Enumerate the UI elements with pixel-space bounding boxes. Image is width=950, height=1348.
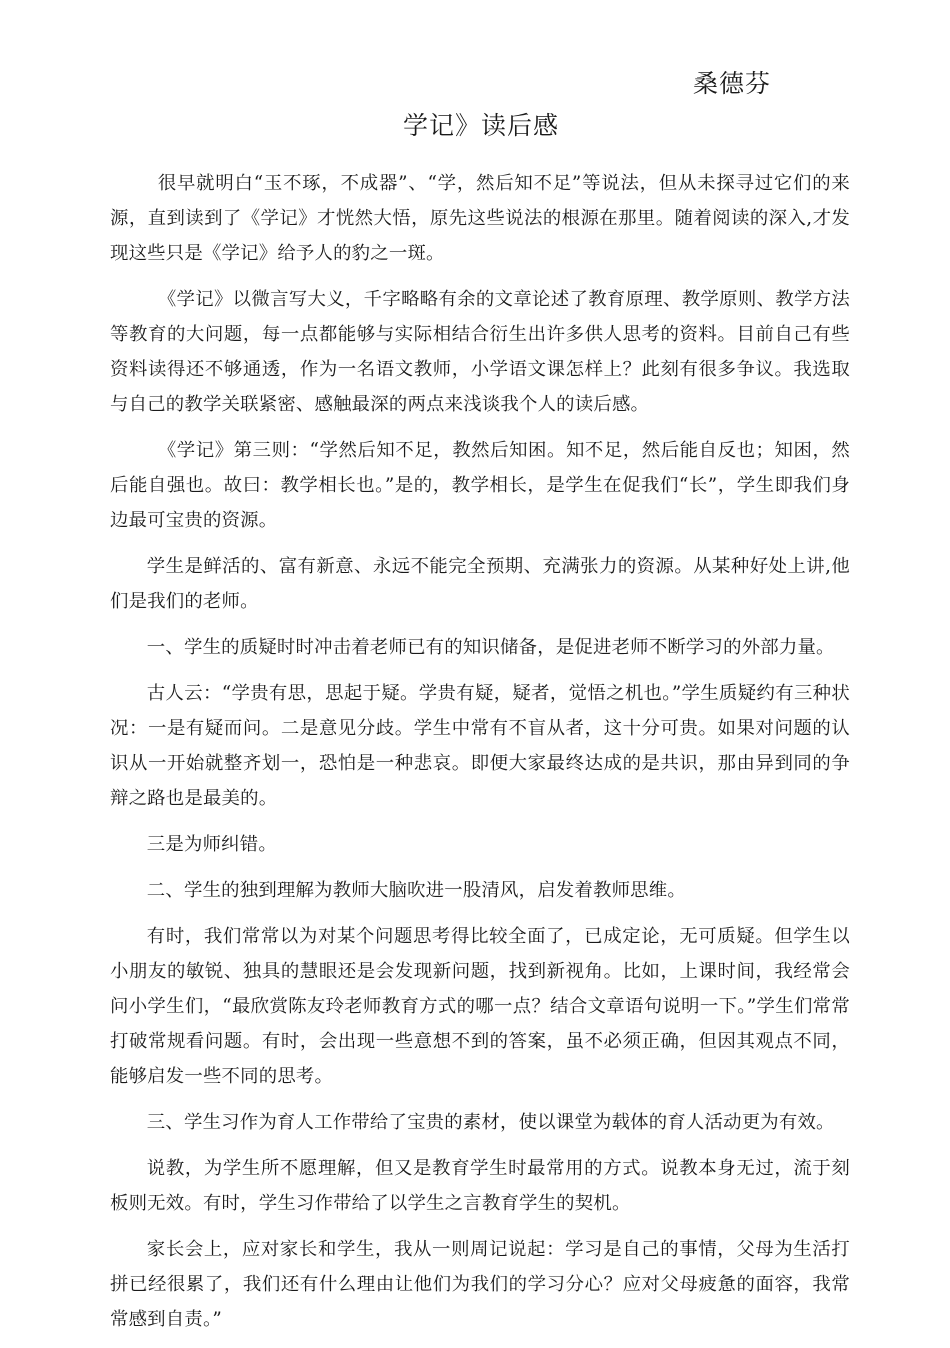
paragraph-9: 有时，我们常常以为对某个问题思考得比较全面了，已成定论，无可质疑。但学生以小朋友的敏锐、独具的慧眼还是会发现新问题，找到新视角。比如，上课时间，我经常会问小学生们，“最欣赏陈友玲老师教育方式的哪一点？结合文章语句说明一下。”学生们常常打破常规看问题。有时，会出现一些意想不到的答案，虽不必须正确，但因其观点不同，能够启发一些不同的思考。 [110, 926, 850, 1087]
paragraph-2: 《学记》以微言写大义，千字略略有余的文章论述了教育原理、教学原则、教学方法等教育的大问题，每一点都能够与实际相结合衍生出许多供人思考的资料。目前自己有些资料读得还不够通透，作为一名语文教师，小学语文课怎样上？此刻有很多争议。我选取与自己的教学关联紧密、感触最深的两点来浅谈我个人的读后感。 [110, 289, 850, 415]
paragraph-6: 古人云：“学贵有思，思起于疑。学贵有疑，疑者，觉悟之机也。”学生质疑约有三种状况：一是有疑而问。二是意见分歧。学生中常有不盲从者，这十分可贵。如果对问题的认识从一开始就整齐划一，恐怕是一种悲哀。即便大家最终达成的是共识，那由异到同的争辩之路也是最美的。 [110, 683, 850, 809]
paragraph-10: 三、学生习作为育人工作带给了宝贵的素材，使以课堂为载体的育人活动更为有效。 [146, 1112, 835, 1133]
paragraph-7: 三是为师纠错。 [146, 834, 277, 855]
paragraph-5: 一、学生的质疑时时冲击着老师已有的知识储备，是促进老师不断学习的外部力量。 [146, 637, 835, 658]
paragraph-12: 家长会上，应对家长和学生，我从一则周记说起：学习是自己的事情，父母为生活打拼已经很累了，我们还有什么理由让他们为我们的学习分心？应对父母疲惫的面容，我常常感到自责。” [110, 1239, 850, 1330]
paragraph-8: 二、学生的独到理解为教师大脑吹进一股清风，启发着教师思维。 [146, 880, 686, 901]
paragraph-3: 《学记》第三则：“学然后知不足，教然后知困。知不足，然后能自反也；知困，然后能自强也。故曰：教学相长也。”是的，教学相长，是学生在促我们“长”，学生即我们身边最可宝贵的资源。 [110, 440, 850, 531]
paragraph-4: 学生是鲜活的、富有新意、永远不能完全预期、充满张力的资源。从某种好处上讲,他们是我们的老师。 [110, 556, 850, 612]
document-title: 学记》读后感 [403, 111, 560, 140]
author-name: 桑德芬 [693, 69, 772, 98]
paragraph-11: 说教，为学生所不愿理解，但又是教育学生时最常用的方式。说教本身无过，流于刻板则无效。有时，学生习作带给了以学生之言教育学生的契机。 [110, 1158, 850, 1214]
paragraph-1: 很早就明白“玉不琢，不成器”、“学，然后知不足”等说法，但从未探寻过它们的来源，直到读到了《学记》才恍然大悟，原先这些说法的根源在那里。随着阅读的深入,才发现这些只是《学记》给予人的豹之一斑。 [110, 173, 850, 264]
document-body [110, 166, 850, 1348]
